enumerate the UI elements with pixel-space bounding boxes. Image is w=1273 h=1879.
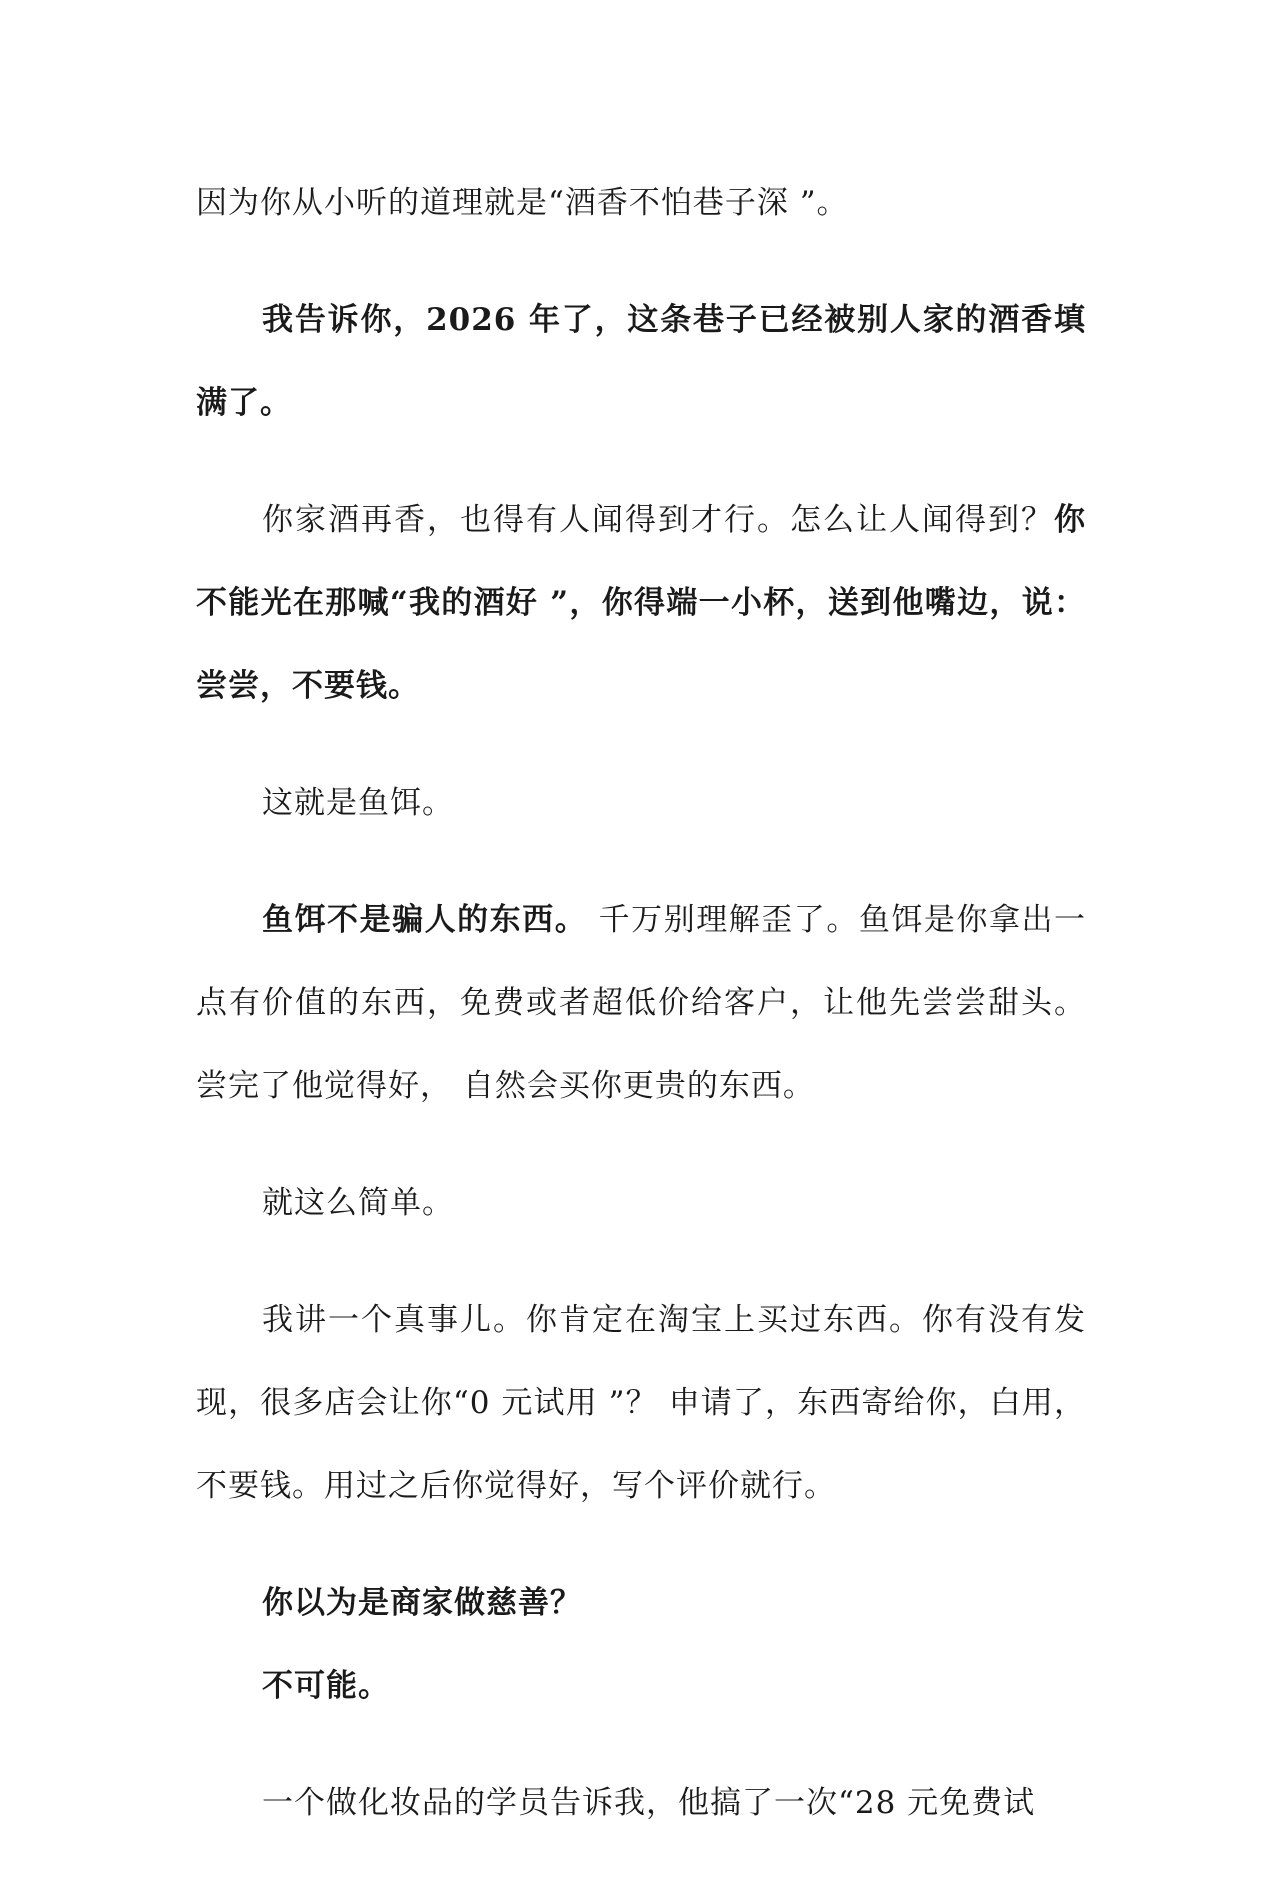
paragraph	[196, 479, 1086, 728]
paragraph	[196, 1279, 1086, 1528]
text-run-bold: 鱼饵不是骗人的东西。	[262, 902, 588, 938]
text-run-bold: 不可能。	[262, 1668, 390, 1704]
text-run-bold: 你不能光在那喊“我的酒好 ”，你得端一小杯，送到他嘴边，说：尝尝，不要钱。	[196, 502, 1086, 704]
text-run-bold: 你以为是商家做慈善？	[262, 1585, 582, 1621]
paragraph	[196, 1162, 1086, 1245]
paragraph	[196, 762, 1086, 845]
text-run: 千万别理解歪了。鱼饵是你拿出一点有价值的东西，免费或者超低价给客户，让他先尝尝甜头。尝完了他觉得好， 自然会买你更贵的东西。	[196, 902, 1087, 1104]
paragraph-bold	[196, 1562, 1086, 1645]
text-run-bold: 我告诉你，2026 年了，这条巷子已经被别人家的酒香填满了。	[196, 302, 1086, 421]
body-text	[196, 162, 1086, 1879]
paragraph	[196, 879, 1086, 1128]
text-run: 就这么简单。	[262, 1185, 454, 1221]
text-run: 因为你从小听的道理就是“酒香不怕巷子深 ”。	[196, 185, 849, 221]
text-run: 这就是鱼饵。	[262, 785, 454, 821]
text-run: 一个做化妆品的学员告诉我，他搞了一次“28 元免费试	[262, 1785, 1036, 1821]
text-run: 我讲一个真事儿。你肯定在淘宝上买过东西。你有没有发现，很多店会让你“0 元试用 ”？ 申请了，东西寄给你，白用，不要钱。用过之后你觉得好，写个评价就行。	[196, 1302, 1086, 1504]
paragraph-bold	[196, 1645, 1086, 1728]
paragraph-bold	[196, 279, 1086, 445]
paragraph	[196, 1762, 1086, 1845]
paragraph	[196, 162, 1086, 245]
text-run: 你家酒再香，也得有人闻得到才行。怎么让人闻得到？	[262, 502, 1054, 538]
